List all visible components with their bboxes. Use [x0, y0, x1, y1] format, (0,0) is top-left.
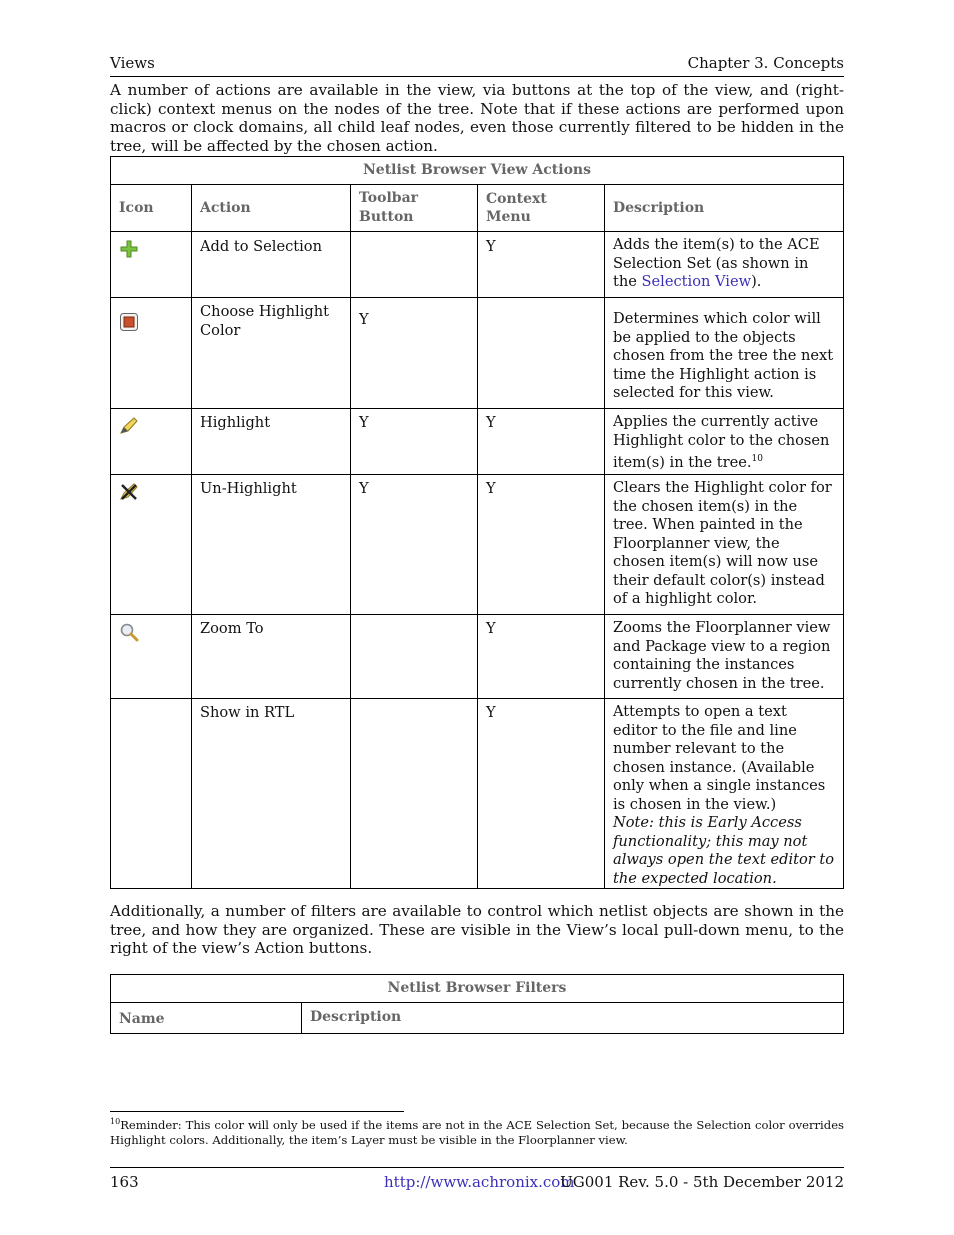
- col-header-description: Description: [605, 185, 844, 232]
- desc-text: Adds the item(s) to the ACE Selection Set (as shown in the: [613, 236, 820, 290]
- action-name: Show in RTL: [192, 699, 351, 889]
- running-header: [110, 54, 844, 72]
- empty-icon-cell: [111, 699, 192, 889]
- context-value: Y: [478, 409, 605, 475]
- desc-text: ).: [751, 273, 762, 290]
- table-row: [111, 409, 844, 475]
- action-description: Clears the Highlight color for the chosen item(s) in the tree. When painted in the Floorplanner view, the chosen item(s) will now use their default color(s) instead of a highlight color.: [605, 475, 844, 615]
- action-name: Un-Highlight: [192, 475, 351, 615]
- action-description: [605, 699, 844, 889]
- unhighlight-icon: [119, 482, 139, 502]
- page-number: 163: [110, 1173, 139, 1191]
- context-value: Y: [478, 615, 605, 699]
- header-section: Views: [110, 54, 155, 72]
- filters-table-caption: Netlist Browser Filters: [111, 975, 844, 1003]
- toolbar-value: [351, 699, 478, 889]
- document-revision: UG001 Rev. 5.0 - 5th December 2012: [560, 1173, 844, 1191]
- action-name: Highlight: [192, 409, 351, 475]
- action-name: Choose Highlight Color: [192, 298, 351, 409]
- col-header-toolbar: Toolbar Button: [351, 185, 478, 232]
- selection-view-link[interactable]: Selection View: [641, 273, 752, 290]
- col-header-icon: Icon: [111, 185, 192, 232]
- col-header-name: Name: [111, 1003, 302, 1034]
- desc-text: Attempts to open a text editor to the file and line number relevant to the chosen instance. (Available only when a single instances is chosen in the view.): [613, 703, 826, 813]
- toolbar-value: Y: [351, 475, 478, 615]
- footnote-number: 10: [110, 1117, 121, 1126]
- action-description: Zooms the Floorplanner view and Package view to a region containing the instances currently chosen in the tree.: [605, 615, 844, 699]
- context-value: [478, 298, 605, 409]
- website-link[interactable]: http://www.achronix.com: [384, 1173, 575, 1191]
- toolbar-value: [351, 232, 478, 298]
- toolbar-value: Y: [351, 298, 478, 409]
- action-description: Determines which color will be applied to the objects chosen from the tree the next time the Highlight action is selected for this view.: [605, 298, 844, 409]
- header-rule: [110, 76, 844, 77]
- action-name: Zoom To: [192, 615, 351, 699]
- table-row: [111, 475, 844, 615]
- filters-table: [110, 974, 844, 1034]
- action-description: [605, 232, 844, 298]
- col-header-action: Action: [192, 185, 351, 232]
- highlighter-icon: [119, 416, 139, 436]
- header-chapter: Chapter 3. Concepts: [687, 54, 844, 72]
- footnote: [110, 1114, 844, 1148]
- color-swatch-icon: [119, 312, 139, 332]
- col-header-filter-description: Description: [302, 1003, 844, 1034]
- toolbar-value: [351, 615, 478, 699]
- table-row: [111, 699, 844, 889]
- context-value: Y: [478, 699, 605, 889]
- desc-text: Applies the currently active Highlight color to the chosen item(s) in the tree.: [613, 413, 830, 471]
- intro-paragraph: A number of actions are available in the view, via buttons at the top of the view, and (right-click) context menus on the nodes of the tree. Note that if these actions are performed upon macros or clock domains, all child leaf nodes, even those currently filtered to be hidden in the tree, will be affected by the chosen action.: [110, 81, 844, 155]
- footer-rule: [110, 1167, 844, 1168]
- footnote-rule: [110, 1111, 404, 1112]
- magnifier-icon: [119, 622, 139, 642]
- table-row: [111, 615, 844, 699]
- action-name: Add to Selection: [192, 232, 351, 298]
- table-row: [111, 232, 844, 298]
- actions-table: [110, 156, 844, 889]
- action-description: [605, 409, 844, 475]
- filters-paragraph: Additionally, a number of filters are available to control which netlist objects are shown in the tree, and how they are organized. These are visible in the View’s local pull-down menu, to the right of the view’s Action buttons.: [110, 902, 844, 957]
- context-value: Y: [478, 232, 605, 298]
- table-row: [111, 298, 844, 409]
- col-header-context: Context Menu: [478, 185, 605, 232]
- actions-table-caption: Netlist Browser View Actions: [111, 157, 844, 185]
- context-value: Y: [478, 475, 605, 615]
- footnote-text: Reminder: This color will only be used if the items are not in the ACE Selection Set, because the Selection color overrides Highlight colors. Additionally, the item’s Layer must be visible in the Floorplanner view.: [110, 1117, 844, 1147]
- early-access-note: Note: this is Early Access functionality; this may not always open the text editor to the expected location.: [613, 814, 835, 887]
- plus-icon: [119, 239, 139, 259]
- footnote-ref[interactable]: 10: [751, 454, 763, 464]
- toolbar-value: Y: [351, 409, 478, 475]
